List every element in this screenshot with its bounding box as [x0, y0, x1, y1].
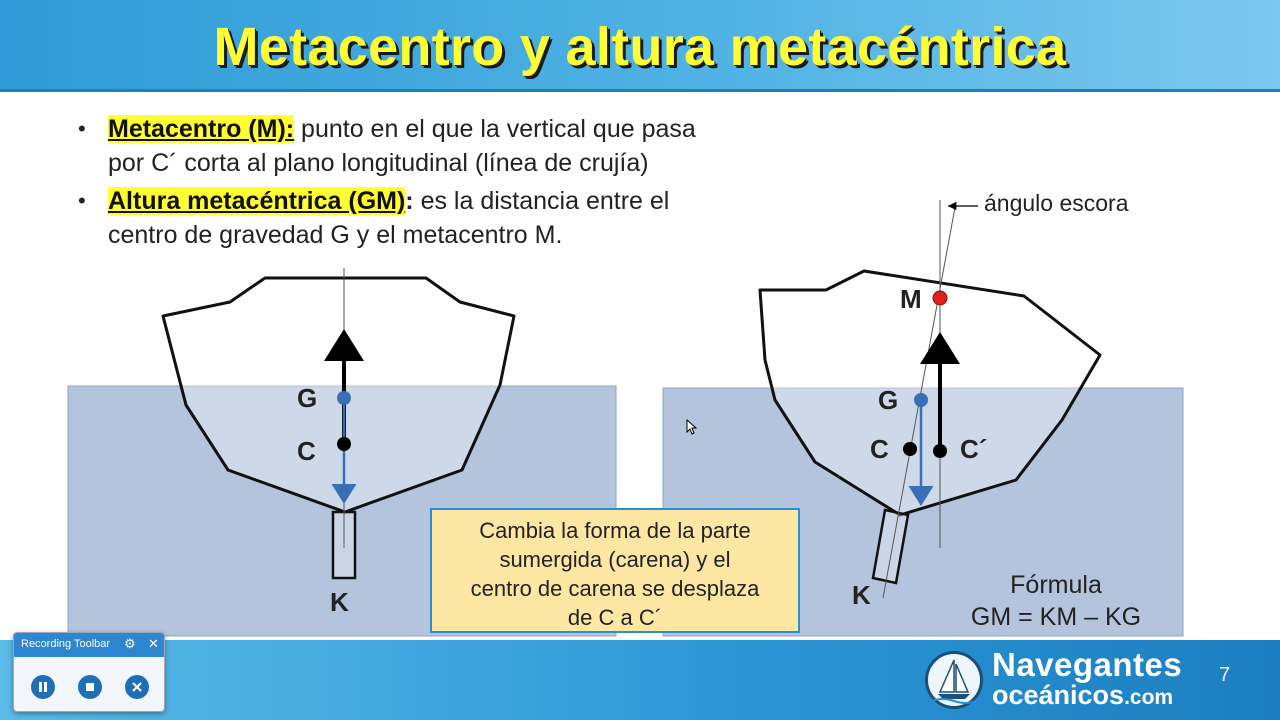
note-line: Cambia la forma de la parte — [479, 518, 751, 543]
right-point-c — [903, 442, 917, 456]
note-line: centro de carena se desplaza — [470, 576, 760, 601]
note-box — [430, 508, 800, 633]
left-label-c: C — [297, 436, 316, 466]
right-point-m — [933, 291, 947, 305]
left-label-k: K — [330, 587, 349, 617]
angle-label: ángulo escora — [984, 190, 1129, 216]
sailboat-logo-icon — [925, 651, 983, 709]
term-metacentro: Metacentro (M): — [108, 115, 295, 143]
left-point-c — [337, 437, 351, 451]
recording-toolbar-header[interactable] — [14, 633, 164, 657]
bullet-text: punto en el que la vertical que pasa — [294, 115, 696, 143]
page-number: 7 — [1219, 664, 1231, 686]
right-label-g: G — [878, 385, 899, 415]
cancel-icon — [131, 681, 143, 693]
right-label-k: K — [852, 580, 871, 610]
pause-icon — [37, 681, 49, 693]
right-label-c: C — [870, 434, 889, 464]
stop-button[interactable] — [78, 675, 102, 699]
bullet-dot: • — [78, 116, 86, 141]
recording-toolbar — [13, 632, 165, 712]
right-label-m: M — [900, 284, 922, 314]
formula-title: Fórmula — [1010, 571, 1102, 599]
left-point-g — [337, 391, 351, 405]
logo-text-line1: Navegantes — [992, 646, 1183, 683]
right-point-g — [914, 393, 928, 407]
pause-button[interactable] — [31, 675, 55, 699]
gear-icon[interactable]: ⚙ — [124, 636, 136, 651]
right-point-c-prime — [933, 444, 947, 458]
term-altura: Altura metacéntrica (GM) — [108, 187, 406, 215]
note-line: sumergida (carena) y el — [499, 547, 731, 572]
recording-toolbar-title: Recording Toolbar — [21, 638, 111, 650]
logo-text-line2 — [992, 680, 1173, 711]
close-icon[interactable]: ✕ — [148, 636, 159, 651]
note-line: de C a C´ — [567, 605, 663, 630]
bullet-text: centro de gravedad G y el metacentro M. — [108, 221, 563, 249]
formula-text: GM = KM – KG — [970, 603, 1142, 631]
stop-icon — [84, 681, 96, 693]
right-label-c-prime: C´ — [960, 434, 988, 464]
cancel-recording-button[interactable] — [125, 675, 149, 699]
left-label-g: G — [297, 383, 318, 413]
bullet-dot: • — [78, 188, 86, 213]
bullet-colon: : — [405, 187, 414, 215]
bullet-text: por C´ corta al plano longitudinal (línea de crujía) — [108, 149, 649, 177]
bullet-text: es la distancia entre el — [413, 187, 670, 215]
logo-text-suffix: .com — [1124, 686, 1174, 709]
logo-text-main: oceánicos — [992, 680, 1125, 710]
slide-title: Metacentro y altura metacéntrica — [213, 17, 1067, 77]
